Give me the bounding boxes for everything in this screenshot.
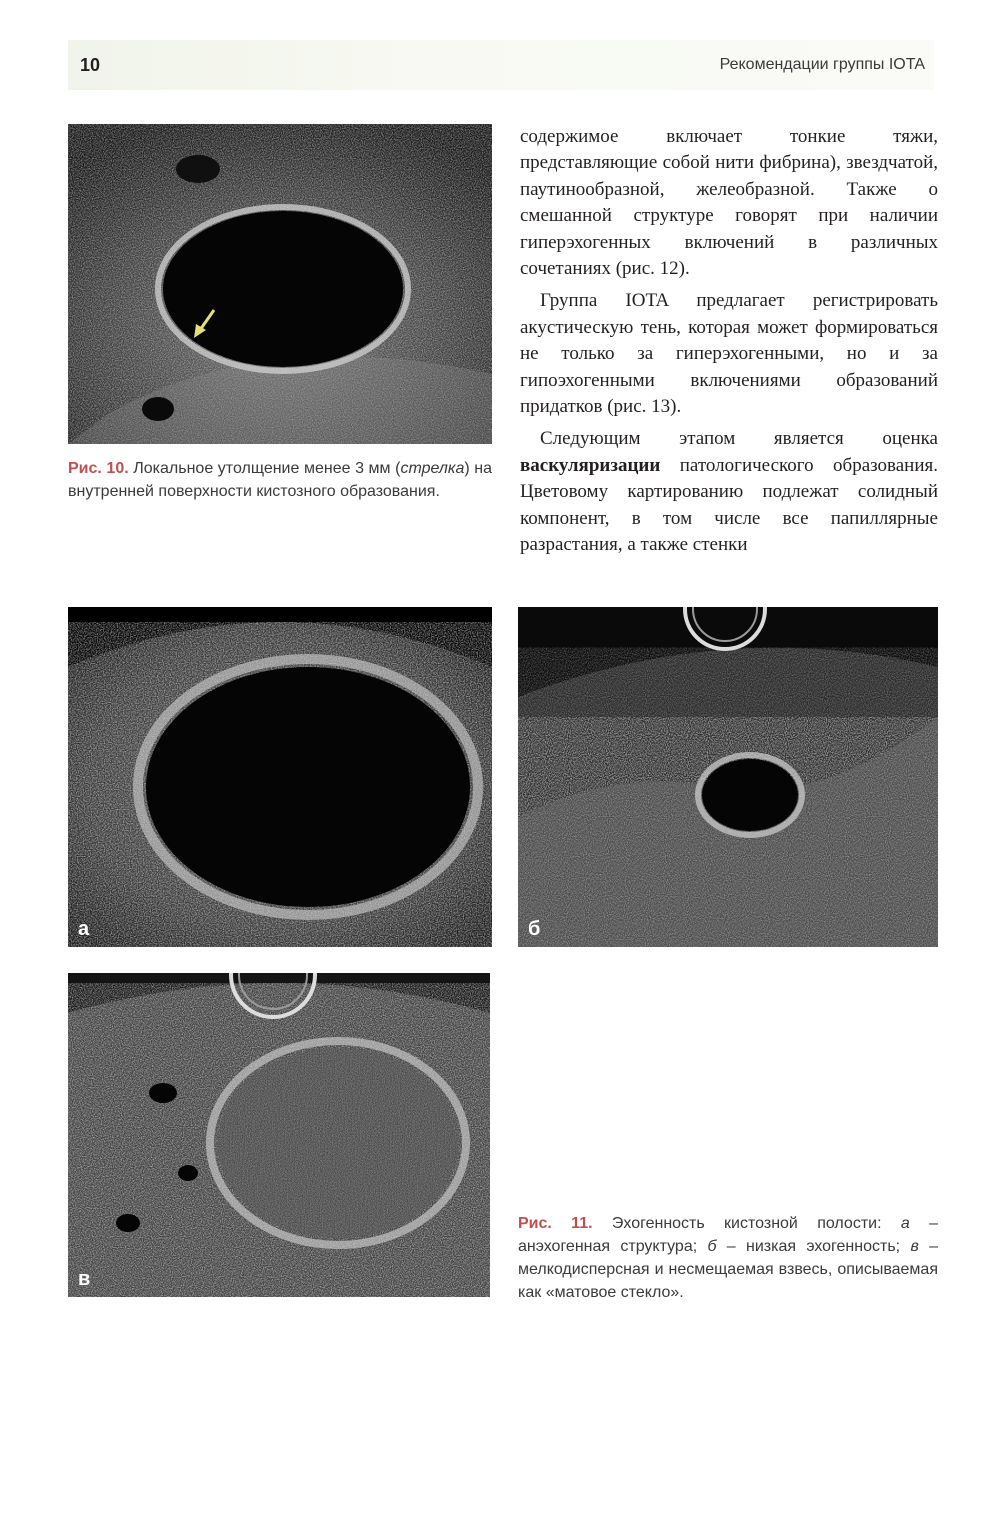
- figure-10-ultrasound: [68, 124, 492, 444]
- panel-letter-a: а: [78, 918, 90, 940]
- figure-11-label: Рис. 11.: [518, 1215, 593, 1232]
- figure-10-caption: Рис. 10. Локальное утолщение менее 3 мм (стрелка) на внутренней поверхности кистозного образования.: [68, 460, 493, 500]
- figure-10-label: Рис. 10.: [68, 460, 129, 477]
- figure-11b-ultrasound: [518, 607, 938, 947]
- running-title: Рекомендации группы IOTA: [719, 56, 925, 73]
- panel-letter-c: в: [78, 1268, 91, 1290]
- figure-11-caption: Рис. 11. Эхогенность кистозной полости: а – анэхогенная структура; б – низкая эхогенность; в – мелкодисперсная и несмещаемая взвесь, описываемая как «матовое стекло».: [518, 1215, 939, 1301]
- body-text: [520, 124, 938, 559]
- paragraph-1: содержимое включает тонкие тяжи, представляющие собой нити фибрина), звездчатой, паутинообразной, желеобразной. Также о смешанной структуре говорят при наличии гиперэхогенных включений в различных сочетаниях (рис. 12).: [520, 126, 938, 280]
- paragraph-3: Следующим этапом является оценка васкуляризации патологического образования. Цветовому картированию подлежат солидный компонент, в том числе все папиллярные разрастания, а также стенки: [520, 428, 938, 556]
- panel-letter-b: б: [528, 918, 541, 940]
- figure-11a-ultrasound: [68, 607, 492, 947]
- paragraph-2: Группа IOTA предлагает регистрировать акустическую тень, которая может формироваться не только за гиперэхогенными, но и за гипоэхогенными включениями образований придатков (рис. 13).: [520, 290, 938, 418]
- page-number: 10: [80, 55, 101, 75]
- figure-11c-ultrasound: [68, 973, 490, 1297]
